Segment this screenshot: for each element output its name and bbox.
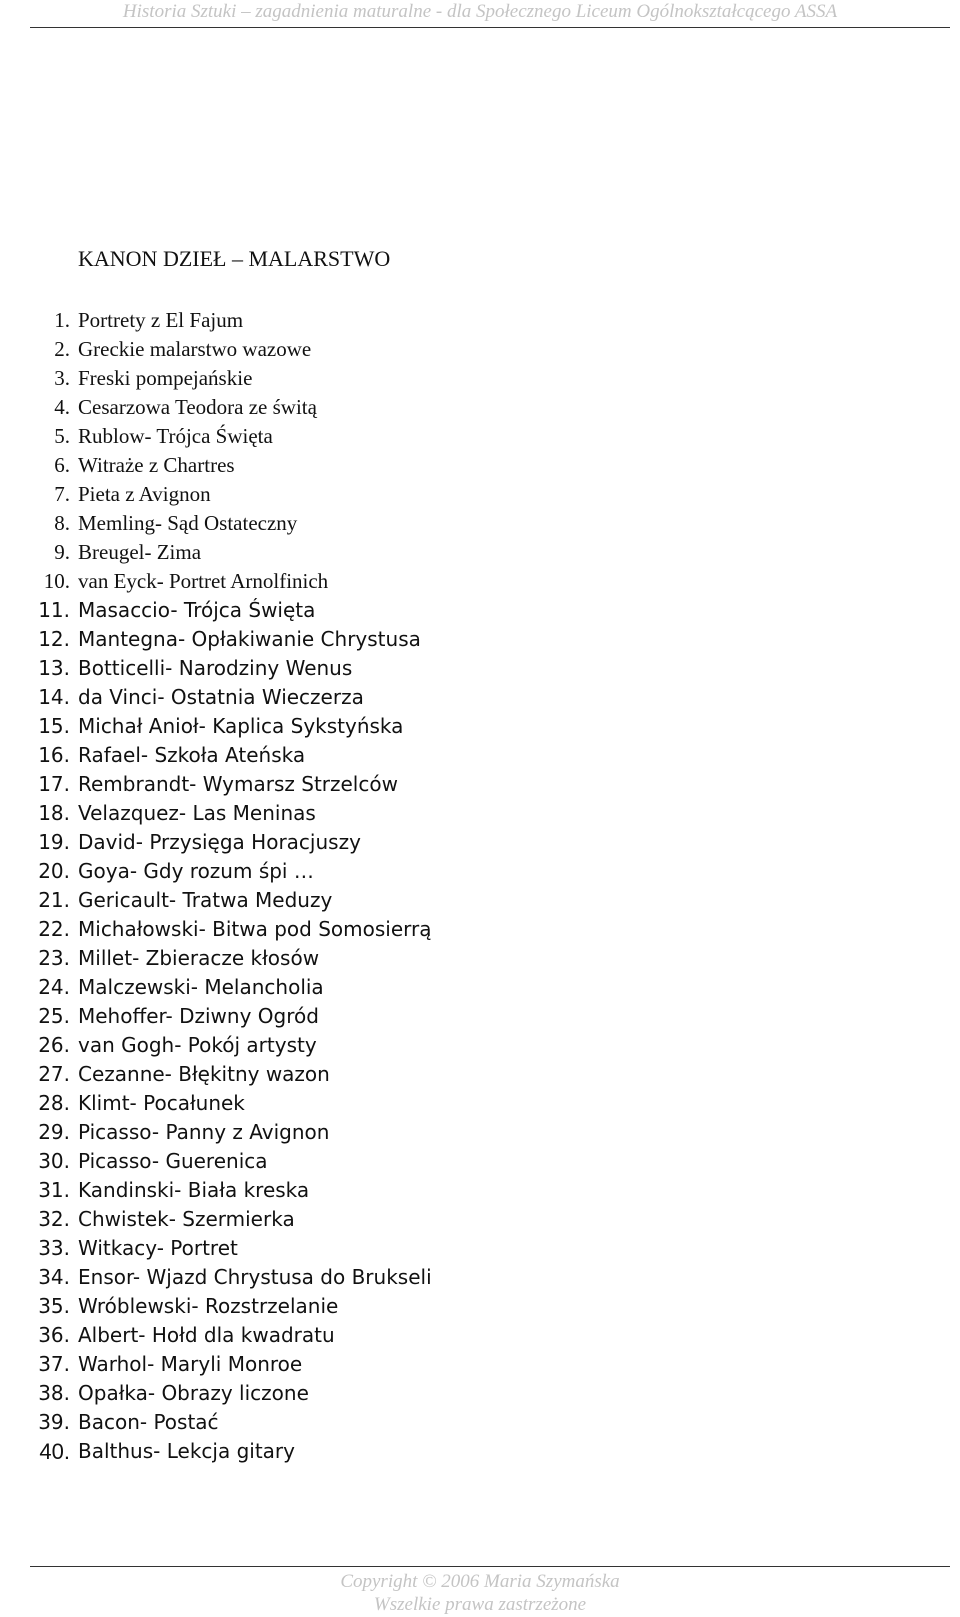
- list-item: [0, 770, 960, 799]
- list-item: [0, 654, 960, 683]
- list-item-text: Warhol- Maryli Monroe: [78, 1352, 303, 1376]
- list-item-number: 5.: [54, 424, 70, 448]
- list-item-text: Picasso- Guerenica: [78, 1149, 268, 1173]
- list-item-number: 2.: [54, 337, 70, 361]
- list-item-text: Mantegna- Opłakiwanie Chrystusa: [78, 627, 421, 651]
- list-item-number: 28.: [38, 1091, 70, 1115]
- list-item: [0, 1292, 960, 1321]
- list-item-number: 9.: [54, 540, 70, 564]
- list-item-text: Balthus- Lekcja gitary: [78, 1439, 295, 1463]
- list-item-number: 37.: [38, 1352, 70, 1376]
- list-item-text: Mehoffer- Dziwny Ogród: [78, 1004, 319, 1028]
- footer-divider: [30, 1566, 950, 1567]
- list-item: [0, 1176, 960, 1205]
- list-item-number: 15.: [38, 714, 70, 738]
- list-item-text: Malczewski- Melancholia: [78, 975, 324, 999]
- list-item-number: 34.: [38, 1265, 70, 1289]
- list-item: [0, 1205, 960, 1234]
- list-item-number: 22.: [38, 917, 70, 941]
- list-item-number: 32.: [38, 1207, 70, 1231]
- list-item-number: 20.: [38, 859, 70, 883]
- list-item: [0, 596, 960, 625]
- list-item-number: 19.: [38, 830, 70, 854]
- list-item-text: Michałowski- Bitwa pod Somosierrą: [78, 917, 432, 941]
- list-item: [0, 1379, 960, 1408]
- list-item-text: Wróblewski- Rozstrzelanie: [78, 1294, 339, 1318]
- list-item-number: 1.: [54, 308, 70, 332]
- list-item-text: Picasso- Panny z Avignon: [78, 1120, 330, 1144]
- list-item-number: 29.: [38, 1120, 70, 1144]
- list-item: [0, 625, 960, 654]
- list-item-text: Gericault- Tratwa Meduzy: [78, 888, 333, 912]
- list-item-number: 13.: [38, 656, 70, 680]
- list-item: [0, 1089, 960, 1118]
- list-item: [0, 306, 960, 335]
- list-item-text: Ensor- Wjazd Chrystusa do Brukseli: [78, 1265, 432, 1289]
- document-title: KANON DZIEŁ – MALARSTWO: [78, 246, 391, 271]
- list-item-text: Cezanne- Błękitny wazon: [78, 1062, 330, 1086]
- list-item-number: 10.: [43, 569, 70, 593]
- list-item-number: 23.: [38, 946, 70, 970]
- list-item-text: David- Przysięga Horacjuszy: [78, 830, 361, 854]
- list-item-number: 33.: [38, 1236, 70, 1260]
- list-item-text: Freski pompejańskie: [78, 366, 253, 390]
- list-item-text: Bacon- Postać: [78, 1410, 219, 1434]
- list-item-text: Millet- Zbieracze kłosów: [78, 946, 320, 970]
- list-item-number: 36.: [38, 1323, 70, 1347]
- list-item-number: 38.: [38, 1381, 70, 1405]
- list-item-number: 39.: [38, 1410, 70, 1434]
- list-item-number: 3.: [54, 366, 70, 390]
- works-list: [0, 306, 960, 1466]
- list-item: [0, 683, 960, 712]
- list-item-text: Kandinski- Biała kreska: [78, 1178, 310, 1202]
- list-item: [0, 1321, 960, 1350]
- footer-rights: Wszelkie prawa zastrzeżone: [373, 1594, 587, 1615]
- list-item: [0, 480, 960, 509]
- list-item-number: 17.: [38, 772, 70, 796]
- list-item-number: 14.: [38, 685, 70, 709]
- list-item-text: Witkacy- Portret: [78, 1236, 238, 1260]
- list-item: [0, 364, 960, 393]
- list-item-number: 16.: [38, 743, 70, 767]
- list-item: [0, 712, 960, 741]
- list-item: [0, 1060, 960, 1089]
- list-item-text: Cesarzowa Teodora ze świtą: [78, 395, 317, 419]
- list-item: [0, 915, 960, 944]
- list-item-text: Witraże z Chartres: [78, 453, 235, 477]
- list-item-text: Masaccio- Trójca Święta: [78, 598, 316, 622]
- list-item-number: 35.: [38, 1294, 70, 1318]
- list-item: [0, 1147, 960, 1176]
- list-item: [0, 1263, 960, 1292]
- list-item-number: 12.: [38, 627, 70, 651]
- list-item-text: Velazquez- Las Meninas: [78, 801, 316, 825]
- list-item-text: Opałka- Obrazy liczone: [78, 1381, 309, 1405]
- list-item-number: 24.: [38, 975, 70, 999]
- list-item-number: 18.: [38, 801, 70, 825]
- list-item-number: 6.: [54, 453, 70, 477]
- list-item-text: Albert- Hołd dla kwadratu: [78, 1323, 335, 1347]
- header-text: Historia Sztuki – zagadnienia maturalne - dla Społecznego Liceum Ogólnokształcącego ASSA: [122, 1, 838, 22]
- list-item-number: 31.: [38, 1178, 70, 1202]
- list-item-text: Botticelli- Narodziny Wenus: [78, 656, 353, 680]
- list-item-number: 30.: [38, 1149, 70, 1173]
- list-item-number: 4.: [54, 395, 70, 419]
- list-item-text: Rublow- Trójca Święta: [78, 424, 273, 448]
- list-item: [0, 451, 960, 480]
- list-item: [0, 1437, 960, 1466]
- list-item-number: 21.: [38, 888, 70, 912]
- list-item: [0, 335, 960, 364]
- list-item: [0, 799, 960, 828]
- list-item: [0, 1408, 960, 1437]
- list-item-text: Greckie malarstwo wazowe: [78, 337, 312, 361]
- list-item: [0, 973, 960, 1002]
- list-item: [0, 422, 960, 451]
- list-item-text: Michał Anioł- Kaplica Sykstyńska: [78, 714, 404, 738]
- list-item: [0, 741, 960, 770]
- list-item-number: 27.: [38, 1062, 70, 1086]
- list-item-text: van Eyck- Portret Arnolfinich: [78, 569, 329, 593]
- list-item-text: Memling- Sąd Ostateczny: [78, 511, 298, 535]
- list-item-text: Portrety z El Fajum: [78, 308, 244, 332]
- list-item: [0, 1350, 960, 1379]
- list-item-text: Breugel- Zima: [78, 540, 202, 564]
- list-item: [0, 393, 960, 422]
- list-item: [0, 567, 960, 596]
- list-item: [0, 944, 960, 973]
- list-item-number: 11.: [38, 598, 70, 622]
- list-item-text: Goya- Gdy rozum śpi …: [78, 859, 314, 883]
- list-item-text: van Gogh- Pokój artysty: [78, 1033, 317, 1057]
- list-item: [0, 828, 960, 857]
- list-item-text: Rembrandt- Wymarsz Strzelców: [78, 772, 398, 796]
- list-item-text: Rafael- Szkoła Ateńska: [78, 743, 306, 767]
- list-item-number: 26.: [38, 1033, 70, 1057]
- header-divider: [30, 27, 950, 28]
- list-item: [0, 857, 960, 886]
- list-item: [0, 1031, 960, 1060]
- list-item-text: Pieta z Avignon: [78, 482, 211, 506]
- list-item: [0, 886, 960, 915]
- footer-copyright: Copyright © 2006 Maria Szymańska: [340, 1571, 620, 1592]
- list-item-text: da Vinci- Ostatnia Wieczerza: [78, 685, 364, 709]
- list-item: [0, 1118, 960, 1147]
- list-item: [0, 1234, 960, 1263]
- list-item-number: 8.: [54, 511, 70, 535]
- list-item-number: 25.: [38, 1004, 70, 1028]
- list-item-text: Klimt- Pocałunek: [78, 1091, 245, 1115]
- list-item: [0, 538, 960, 567]
- list-item-text: Chwistek- Szermierka: [78, 1207, 295, 1231]
- list-item: [0, 509, 960, 538]
- list-item-number: 40.: [39, 1439, 70, 1464]
- list-item-number: 7.: [54, 482, 70, 506]
- list-item: [0, 1002, 960, 1031]
